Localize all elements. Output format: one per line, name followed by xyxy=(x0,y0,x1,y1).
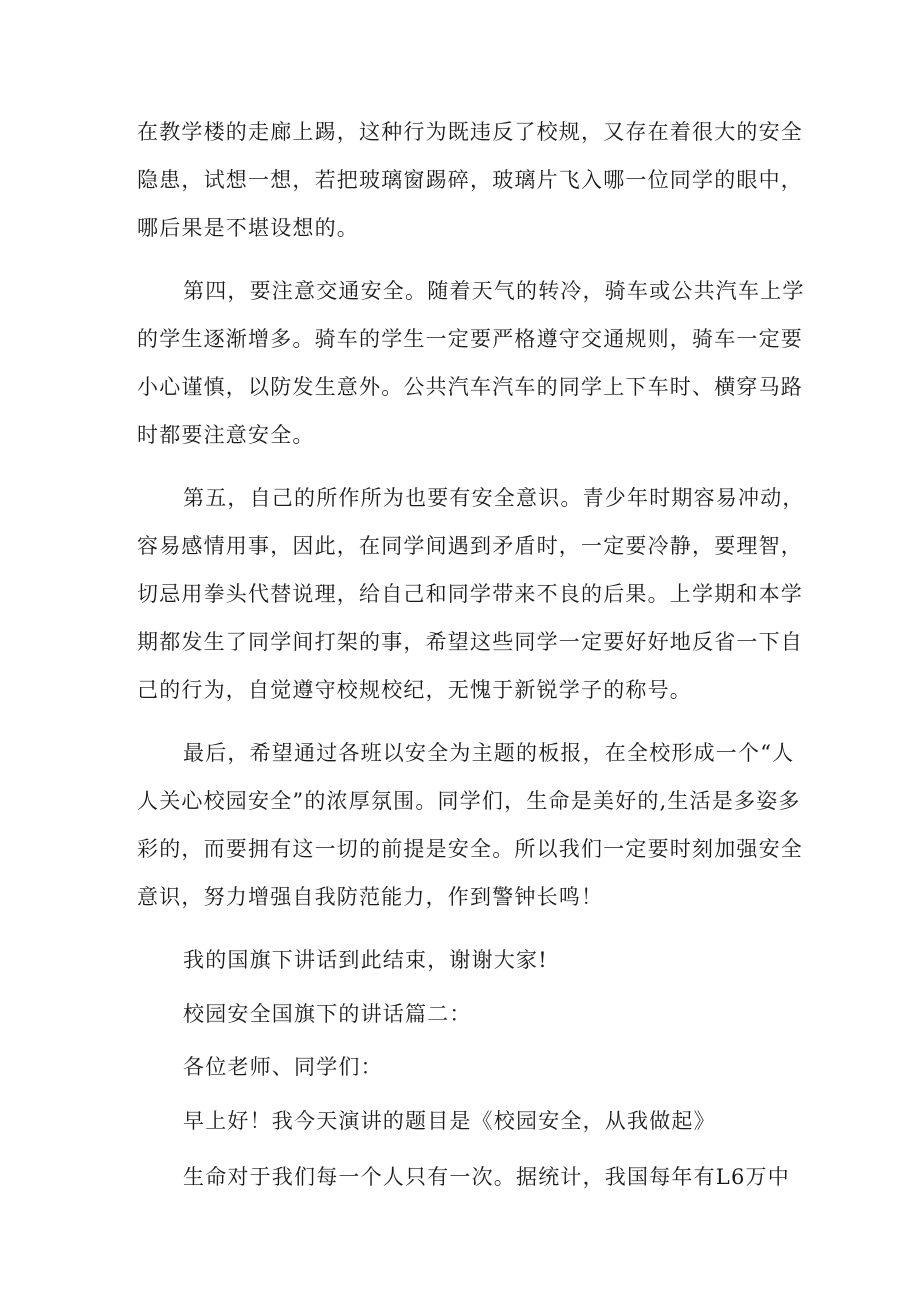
text-line: 时都要注意安全。 xyxy=(137,423,315,447)
text-line: 生命对于我们每一个人只有一次。据统计，我国每年有L6万中 xyxy=(183,1165,790,1189)
section-heading: 校园安全国旗下的讲话篇二： xyxy=(183,1002,472,1026)
text-line: 彩的，而要拥有这一切的前提是安全。所以我们一定要时刻加强安全 xyxy=(137,837,803,861)
text-line: 的学生逐渐增多。骑车的学生一定要严格遵守交通规则，骑车一定要 xyxy=(137,327,803,351)
text-line: 哪后果是不堪设想的。 xyxy=(137,216,359,240)
text-line: 期都发生了同学间打架的事，希望这些同学一定要好好地反省一下自 xyxy=(137,630,803,654)
text-line: 切忌用拳头代替说理，给自己和同学带来不良的后果。上学期和本学 xyxy=(137,582,803,606)
text-line: 容易感情用事，因此，在同学间遇到矛盾时，一定要冷静，要理智， xyxy=(137,534,803,558)
text-line: 意识，努力增强自我防范能力，作到警钟长鸣！ xyxy=(137,885,604,909)
text-line: 第五，自己的所作所为也要有安全意识。青少年时期容易冲动， xyxy=(183,486,805,510)
text-line: 早上好！我今天演讲的题目是《校园安全，从我做起》 xyxy=(183,1109,716,1133)
text-line: 小心谨慎，以防发生意外。公共汽车汽车的同学上下车时、横穿马路 xyxy=(137,375,803,399)
salutation: 各位老师、同学们： xyxy=(183,1055,383,1079)
text-line: 我的国旗下讲话到此结束，谢谢大家! xyxy=(183,948,548,972)
text-line: 己的行为，自觉遵守校规校纪，无愧于新锐学子的称号。 xyxy=(137,678,692,702)
text-line: 人关心校园安全”的浓厚氛围。同学们，生命是美好的,生活是多姿多 xyxy=(137,789,801,813)
text-line: 隐患，试想一想，若把玻璃窗踢碎，玻璃片飞入哪一位同学的眼中， xyxy=(137,168,803,192)
text-line: 最后，希望通过各班以安全为主题的板报，在全校形成一个“人 xyxy=(183,741,795,765)
text-line: 第四，要注意交通安全。随着天气的转冷，骑车或公共汽车上学 xyxy=(183,279,805,303)
text-line: 在教学楼的走廊上踢，这种行为既违反了校规，又存在着很大的安全 xyxy=(137,120,803,144)
